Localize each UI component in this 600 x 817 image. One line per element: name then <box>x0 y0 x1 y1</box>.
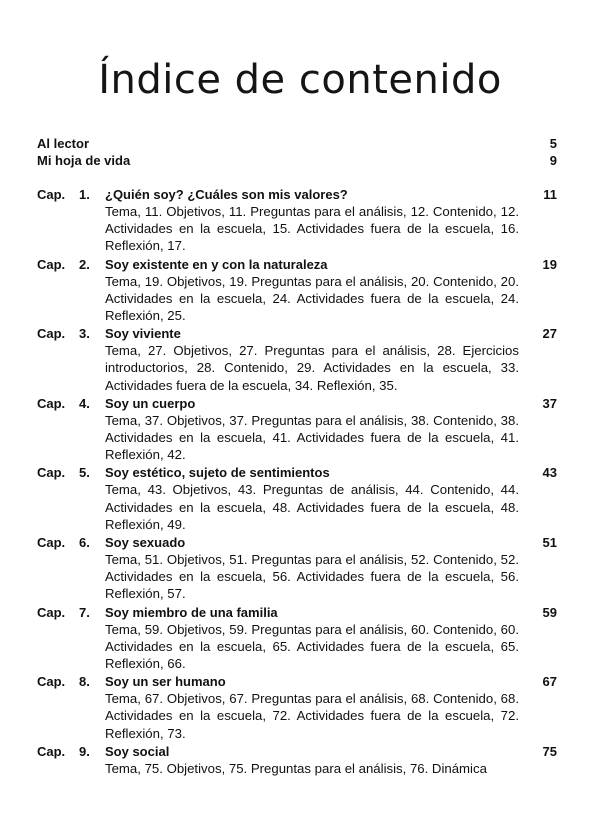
chapter-contents: Tema, 59. Objetivos, 59. Preguntas para el análisis, 60. Contenido, 60. Actividades en la escuela, 65. Actividades fuera de la escuela, 65. Reflexión, 66. <box>105 621 519 672</box>
chapter-page: 37 <box>542 395 557 411</box>
chapter-title: Soy un cuerpo <box>105 395 196 411</box>
chapter-page: 11 <box>543 187 557 202</box>
chapter-title: Soy sexuado <box>105 535 186 551</box>
chapter-entry[interactable] <box>37 256 557 325</box>
chapter-contents: Tema, 43. Objetivos, 43. Preguntas de análisis, 44. Contenido, 44. Actividades en la escuela, 48. Actividades fuera de la escuela, 48. Reflexión, 49. <box>105 482 519 532</box>
chapter-label: Cap. <box>37 256 66 272</box>
chapter-number: 5. <box>79 465 90 481</box>
chapter-contents: Tema, 37. Objetivos, 37. Preguntas para el análisis, 38. Contenido, 38. Actividades en la escuela, 41. Actividades fuera de la escuela, 41. Reflexión, 42. <box>105 412 519 463</box>
chapter-label: Cap. <box>37 535 66 551</box>
chapter-heading <box>37 464 557 481</box>
chapter-list <box>37 186 557 778</box>
chapter-page: 19 <box>542 256 557 272</box>
chapter-label: Cap. <box>37 465 66 481</box>
chapter-label: Cap. <box>37 326 66 342</box>
front-matter-list <box>37 135 557 169</box>
chapter-label: Cap. <box>37 187 66 202</box>
chapter-heading <box>37 534 557 551</box>
chapter-contents: Tema, 19. Objetivos, 19. Preguntas para el análisis, 20. Contenido, 20. Actividades en la escuela, 24. Actividades fuera de la escuela, 24. Reflexión, 25. <box>105 273 519 324</box>
front-matter-page: 9 <box>549 153 557 168</box>
chapter-number: 2. <box>79 256 90 272</box>
chapter-heading <box>37 743 557 760</box>
chapter-entry[interactable] <box>37 395 557 464</box>
chapter-contents: Tema, 51. Objetivos, 51. Preguntas para el análisis, 52. Contenido, 52. Actividades en la escuela, 56. Actividades fuera de la escuela, 56. Reflexión, 57. <box>105 552 519 602</box>
chapter-label: Cap. <box>37 674 66 690</box>
chapter-heading <box>37 186 557 203</box>
chapter-title: Soy social <box>105 743 170 759</box>
front-matter-label: Mi hoja de vida <box>37 153 131 168</box>
chapter-title: Soy miembro de una familia <box>105 604 278 620</box>
chapter-entry[interactable] <box>37 464 557 533</box>
chapter-number: 7. <box>79 604 90 620</box>
chapter-title: Soy un ser humano <box>105 674 226 690</box>
chapter-heading <box>37 256 557 273</box>
chapter-page: 59 <box>542 604 557 620</box>
chapter-label: Cap. <box>37 604 66 620</box>
chapter-contents: Tema, 11. Objetivos, 11. Preguntas para el análisis, 12. Contenido, 12. Actividades en la escuela, 15. Actividades fuera de la escuela, 16. Reflexión, 17. <box>105 204 519 254</box>
front-matter-item[interactable] <box>37 152 557 169</box>
chapter-page: 67 <box>542 674 557 690</box>
chapter-page: 51 <box>542 535 557 551</box>
chapter-entry[interactable] <box>37 743 557 777</box>
chapter-number: 8. <box>79 674 90 690</box>
chapter-page: 75 <box>542 743 557 759</box>
chapter-entry[interactable] <box>37 673 557 742</box>
chapter-label: Cap. <box>37 395 66 411</box>
front-matter-label: Al lector <box>37 136 90 151</box>
chapter-entry[interactable] <box>37 534 557 603</box>
chapter-label: Cap. <box>37 743 66 759</box>
chapter-contents: Tema, 27. Objetivos, 27. Preguntas para el análisis, 28. Ejercicios introductorios, 28. Contenido, 29. Actividades en la escuela, 33. Actividades fuera de la escuela, 34. Reflexión, 35. <box>105 343 519 393</box>
chapter-heading <box>37 604 557 621</box>
chapter-entry[interactable] <box>37 186 557 255</box>
page-title: Índice de contenido <box>98 56 502 103</box>
chapter-page: 43 <box>542 465 557 481</box>
chapter-contents: Tema, 75. Objetivos, 75. Preguntas para el análisis, 76. Dinámica <box>105 760 487 776</box>
chapter-number: 1. <box>79 187 90 202</box>
chapter-number: 4. <box>79 395 90 411</box>
chapter-number: 6. <box>79 535 90 551</box>
chapter-title: Soy estético, sujeto de sentimientos <box>105 465 330 481</box>
chapter-number: 9. <box>79 743 90 759</box>
front-matter-page: 5 <box>549 136 557 151</box>
chapter-entry[interactable] <box>37 325 557 394</box>
chapter-page: 27 <box>542 326 557 342</box>
chapter-heading <box>37 325 557 342</box>
chapter-heading <box>37 673 557 690</box>
chapter-contents: Tema, 67. Objetivos, 67. Preguntas para el análisis, 68. Contenido, 68. Actividades en la escuela, 72. Actividades fuera de la escuela, 72. Reflexión, 73. <box>105 691 519 741</box>
chapter-heading <box>37 395 557 412</box>
chapter-title: Soy viviente <box>105 326 181 342</box>
chapter-title: ¿Quién soy? ¿Cuáles son mis valores? <box>105 187 348 202</box>
chapter-entry[interactable] <box>37 604 557 673</box>
chapter-number: 3. <box>79 326 90 342</box>
chapter-title: Soy existente en y con la naturaleza <box>105 256 328 272</box>
front-matter-item[interactable] <box>37 135 557 152</box>
